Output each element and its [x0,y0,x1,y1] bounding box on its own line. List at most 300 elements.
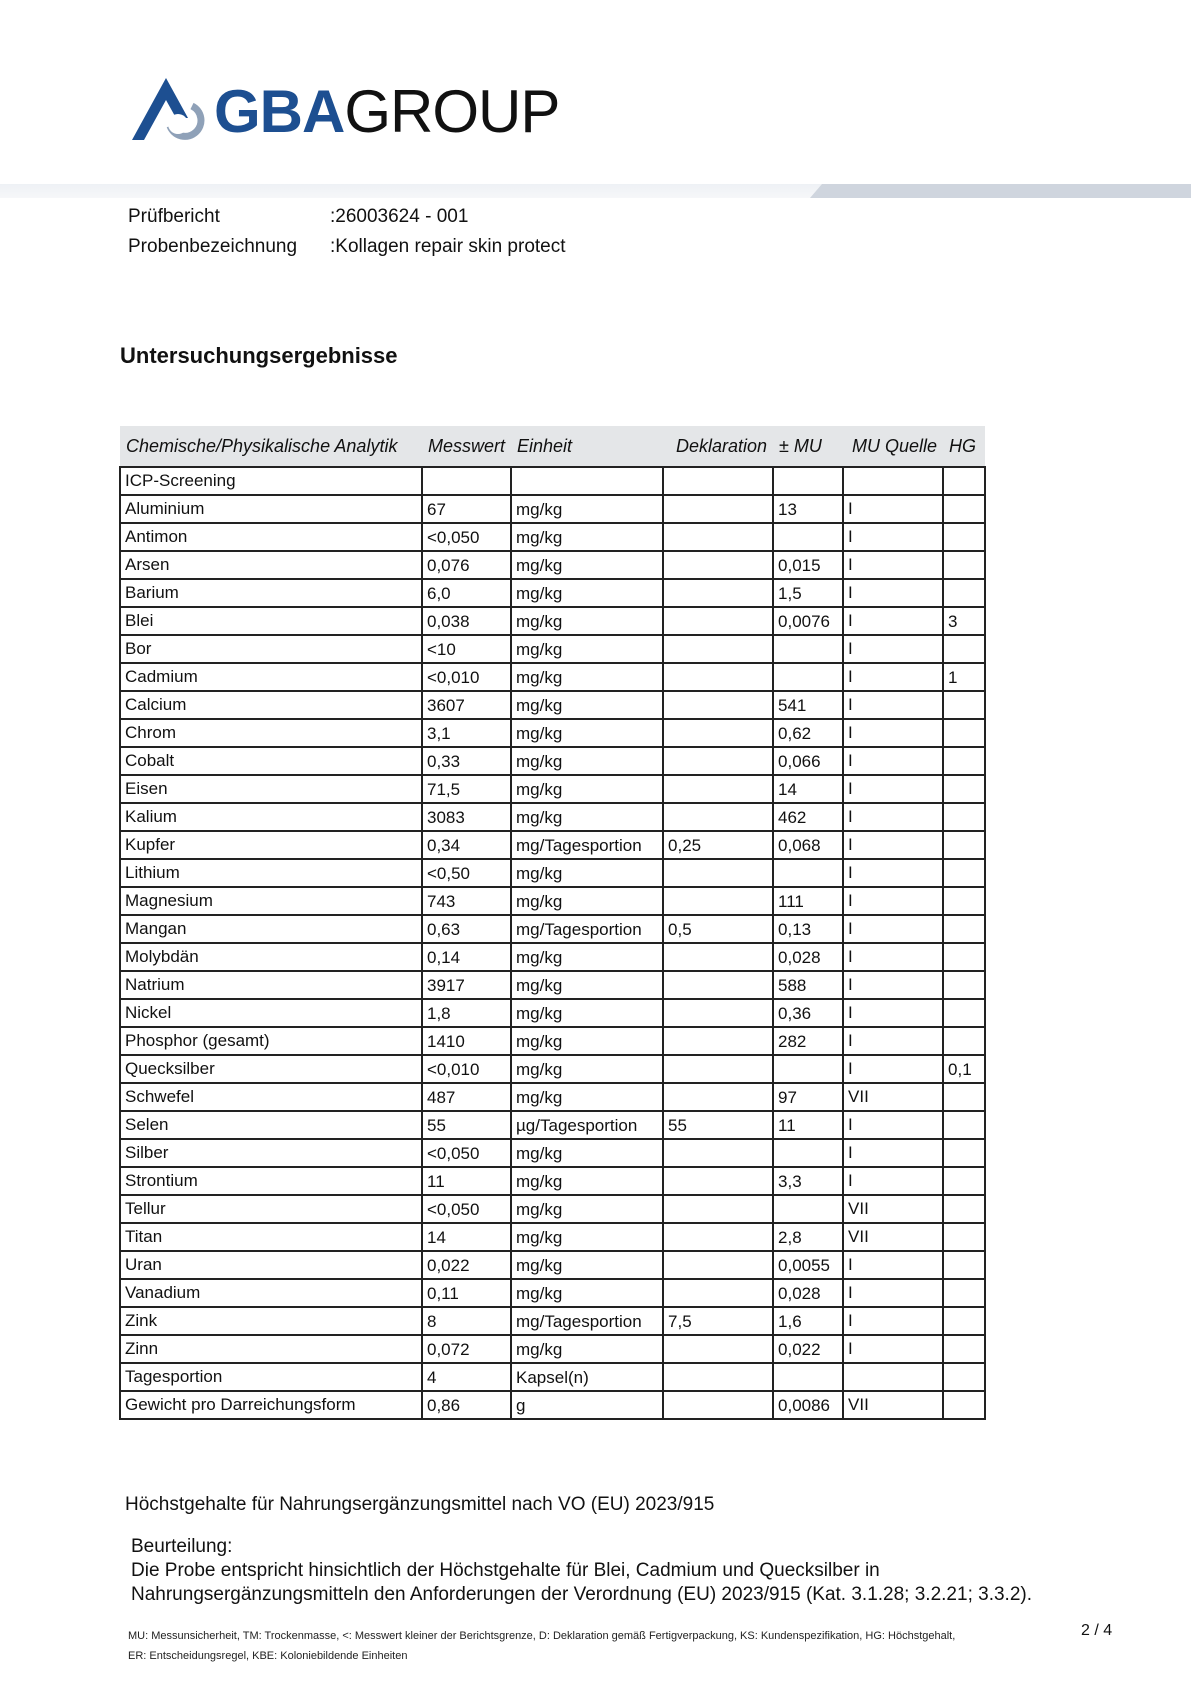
col-value-header: Messwert [422,426,511,467]
value-cell: 743 [422,887,511,915]
col-unit-header: Einheit [511,426,663,467]
unit-cell: mg/kg [511,971,663,999]
value-cell: 487 [422,1083,511,1111]
analyte-cell: Selen [120,1111,422,1139]
mu-cell: 0,36 [773,999,843,1027]
col-analyte-header: Chemische/Physikalische Analytik [120,426,422,467]
value-cell: 0,11 [422,1279,511,1307]
mu-source-cell: I [843,1111,943,1139]
analyte-cell: Quecksilber [120,1055,422,1083]
unit-cell: mg/kg [511,1279,663,1307]
mu-cell [773,635,843,663]
declaration-cell [663,1335,773,1363]
value-cell: <0,050 [422,1195,511,1223]
declaration-cell [663,579,773,607]
value-cell: 1,8 [422,999,511,1027]
mu-source-cell: I [843,859,943,887]
hg-cell [943,803,985,831]
declaration-cell [663,523,773,551]
unit-cell: mg/Tagesportion [511,831,663,859]
unit-cell: mg/kg [511,1055,663,1083]
report-number-label: Prüfbericht [128,206,220,227]
value-cell: 0,34 [422,831,511,859]
declaration-cell [663,1251,773,1279]
analyte-cell: Kupfer [120,831,422,859]
value-cell: 67 [422,495,511,523]
unit-cell: mg/kg [511,719,663,747]
analyte-cell: Zinn [120,1335,422,1363]
declaration-cell [663,635,773,663]
mu-source-cell: I [843,747,943,775]
logo-wordmark-bold: GBA [214,78,345,145]
value-cell: 0,022 [422,1251,511,1279]
value-cell: 0,038 [422,607,511,635]
declaration-cell: 7,5 [663,1307,773,1335]
mu-cell: 11 [773,1111,843,1139]
hg-cell [943,579,985,607]
sample-name-row [128,236,728,266]
value-cell: 0,63 [422,915,511,943]
mu-cell [773,663,843,691]
unit-cell: mg/kg [511,523,663,551]
declaration-cell [663,859,773,887]
declaration-cell [663,1363,773,1391]
mu-cell: 0,13 [773,915,843,943]
mu-source-cell: I [843,719,943,747]
unit-cell: mg/kg [511,1251,663,1279]
mu-source-cell: I [843,691,943,719]
assessment-heading: Beurteilung: [131,1536,233,1557]
analyte-cell: Lithium [120,859,422,887]
table-row [120,1279,985,1307]
declaration-cell [663,1139,773,1167]
hg-cell [943,1139,985,1167]
mu-source-cell: I [843,607,943,635]
unit-cell: mg/kg [511,579,663,607]
table-row [120,1083,985,1111]
mu-cell: 14 [773,775,843,803]
table-row [120,1111,985,1139]
hg-cell [943,635,985,663]
analyte-cell: Eisen [120,775,422,803]
mu-source-cell: I [843,1251,943,1279]
hg-cell [943,999,985,1027]
hg-cell [943,859,985,887]
mu-cell [773,1363,843,1391]
mu-cell: 0,028 [773,943,843,971]
value-cell: 3083 [422,803,511,831]
declaration-cell [663,1167,773,1195]
analyte-cell: Nickel [120,999,422,1027]
unit-cell: µg/Tagesportion [511,1111,663,1139]
declaration-cell [663,999,773,1027]
unit-cell: Kapsel(n) [511,1363,663,1391]
assessment-text: Die Probe entspricht hinsichtlich der Höchstgehalte für Blei, Cadmium und Quecksilber in Nahrungsergänzungsmitteln den Anforderungen der Verordnung (EU) 2023/915 (Kat. 3.1.28; 3.2.21; 3.3.2). [131,1560,1032,1605]
hg-cell [943,943,985,971]
analyte-cell: Bor [120,635,422,663]
hg-cell [943,1083,985,1111]
table-row [120,663,985,691]
table-row [120,1027,985,1055]
page-number: 2 / 4 [1081,1622,1113,1639]
hg-cell [943,887,985,915]
mu-cell [773,467,843,495]
hg-cell [943,1167,985,1195]
declaration-cell [663,1195,773,1223]
report-number-row [128,206,728,236]
declaration-cell [663,1391,773,1419]
mu-cell: 541 [773,691,843,719]
section-title: Untersuchungsergebnisse [120,343,398,368]
table-row [120,523,985,551]
table-row [120,1139,985,1167]
hg-cell [943,467,985,495]
unit-cell: mg/kg [511,663,663,691]
analyte-cell: Magnesium [120,887,422,915]
hg-cell [943,775,985,803]
table-row [120,495,985,523]
mu-source-cell: I [843,1279,943,1307]
unit-cell: mg/kg [511,635,663,663]
analyte-cell: Phosphor (gesamt) [120,1027,422,1055]
declaration-cell: 0,5 [663,915,773,943]
table-row [120,887,985,915]
analyte-cell: Strontium [120,1167,422,1195]
hg-cell [943,1223,985,1251]
hg-cell [943,747,985,775]
declaration-cell [663,1083,773,1111]
declaration-cell: 0,25 [663,831,773,859]
hg-cell [943,1391,985,1419]
results-table-body [120,467,985,1419]
max-levels-note: Höchstgehalte für Nahrungsergänzungsmittel nach VO (EU) 2023/915 [125,1494,715,1515]
value-cell: 4 [422,1363,511,1391]
mu-cell [773,1195,843,1223]
analyte-cell: Aluminium [120,495,422,523]
mu-source-cell: I [843,1027,943,1055]
unit-cell: mg/kg [511,1195,663,1223]
analyte-cell: Silber [120,1139,422,1167]
mu-source-cell: I [843,495,943,523]
table-row [120,1195,985,1223]
mu-source-cell: I [843,915,943,943]
mu-source-cell: I [843,999,943,1027]
mu-source-cell: I [843,971,943,999]
mu-cell: 2,8 [773,1223,843,1251]
declaration-cell [663,747,773,775]
unit-cell: mg/kg [511,1083,663,1111]
value-cell: <0,50 [422,859,511,887]
analyte-cell: Uran [120,1251,422,1279]
unit-cell: mg/kg [511,1139,663,1167]
declaration-cell [663,887,773,915]
table-row [120,859,985,887]
hg-cell: 0,1 [943,1055,985,1083]
unit-cell: mg/kg [511,747,663,775]
value-cell: <0,050 [422,523,511,551]
mu-source-cell: VII [843,1223,943,1251]
table-row [120,1307,985,1335]
hg-cell [943,719,985,747]
sample-name-label: Probenbezeichnung [128,236,298,257]
mu-cell [773,1055,843,1083]
unit-cell: mg/kg [511,859,663,887]
analyte-cell: Tagesportion [120,1363,422,1391]
mu-source-cell: I [843,1307,943,1335]
col-hg-header: HG [943,426,985,467]
analyte-cell: Cobalt [120,747,422,775]
value-cell: 0,072 [422,1335,511,1363]
unit-cell: mg/kg [511,803,663,831]
unit-cell: mg/kg [511,1335,663,1363]
hg-cell [943,691,985,719]
mu-cell: 97 [773,1083,843,1111]
declaration-cell [663,775,773,803]
unit-cell: mg/Tagesportion [511,1307,663,1335]
value-cell: 6,0 [422,579,511,607]
value-cell: 1410 [422,1027,511,1055]
hg-cell [943,915,985,943]
analyte-cell: Natrium [120,971,422,999]
sample-name-value: :Kollagen repair skin protect [330,236,566,257]
value-cell: 3607 [422,691,511,719]
table-row [120,691,985,719]
hg-cell [943,971,985,999]
table-row [120,943,985,971]
analyte-cell: Tellur [120,1195,422,1223]
table-row [120,635,985,663]
table-row [120,1391,985,1419]
analyte-cell: ICP-Screening [120,467,422,495]
mu-source-cell: I [843,579,943,607]
declaration-cell [663,691,773,719]
analyte-cell: Kalium [120,803,422,831]
table-row [120,1251,985,1279]
hg-cell [943,1307,985,1335]
legend-line-2: ER: Entscheidungsregel, KBE: Koloniebildende Einheiten [128,1650,408,1662]
report-meta [128,206,728,266]
hg-cell [943,1363,985,1391]
col-mu-header: ± MU [773,426,843,467]
value-cell: 55 [422,1111,511,1139]
declaration-cell [663,1055,773,1083]
hg-cell [943,831,985,859]
mu-source-cell: I [843,887,943,915]
analyte-cell: Chrom [120,719,422,747]
mu-source-cell: VII [843,1391,943,1419]
table-row [120,719,985,747]
table-row [120,803,985,831]
declaration-cell [663,663,773,691]
col-declaration-header: Deklaration [663,426,773,467]
value-cell [422,467,511,495]
abbreviation-legend [128,1626,1008,1666]
declaration-cell [663,719,773,747]
mu-cell: 588 [773,971,843,999]
analyte-cell: Cadmium [120,663,422,691]
analyte-cell: Mangan [120,915,422,943]
table-row [120,971,985,999]
unit-cell: mg/kg [511,887,663,915]
logo-wordmark-light: GROUP [344,78,560,145]
declaration-cell [663,943,773,971]
mu-source-cell: I [843,523,943,551]
unit-cell: mg/kg [511,691,663,719]
mu-source-cell: I [843,1055,943,1083]
hg-cell [943,1111,985,1139]
header-divider-accent [810,184,1191,198]
mu-source-cell: VII [843,1195,943,1223]
declaration-cell [663,1027,773,1055]
hg-cell: 3 [943,607,985,635]
report-number-value: :26003624 - 001 [330,206,469,227]
hg-cell [943,1335,985,1363]
table-row [120,579,985,607]
mu-cell: 3,3 [773,1167,843,1195]
table-row [120,1055,985,1083]
unit-cell: mg/kg [511,1027,663,1055]
col-mu-source-header: MU Quelle [843,426,943,467]
analyte-cell: Schwefel [120,1083,422,1111]
mu-cell: 111 [773,887,843,915]
value-cell: <0,050 [422,1139,511,1167]
mu-source-cell: I [843,1335,943,1363]
unit-cell: mg/kg [511,943,663,971]
unit-cell: mg/Tagesportion [511,915,663,943]
analyte-cell: Zink [120,1307,422,1335]
mu-cell: 0,066 [773,747,843,775]
hg-cell [943,1279,985,1307]
table-row [120,831,985,859]
unit-cell [511,467,663,495]
mu-cell: 0,0076 [773,607,843,635]
table-row [120,915,985,943]
mu-cell: 0,022 [773,1335,843,1363]
analyte-cell: Blei [120,607,422,635]
hg-cell [943,551,985,579]
mu-cell [773,859,843,887]
unit-cell: mg/kg [511,607,663,635]
declaration-cell [663,607,773,635]
mu-source-cell: VII [843,1083,943,1111]
table-row [120,1335,985,1363]
legend-line-1: MU: Messunsicherheit, TM: Trockenmasse, <: Messwert kleiner der Berichtsgrenze, D: Deklaration gemäß Fertigverpackung, KS: Kundenspezifikation, HG: Höchstgehalt, [128,1630,956,1642]
mu-cell: 13 [773,495,843,523]
table-row [120,607,985,635]
value-cell: 0,076 [422,551,511,579]
hg-cell [943,523,985,551]
hg-cell [943,495,985,523]
mu-cell: 0,028 [773,1279,843,1307]
declaration-cell [663,495,773,523]
mu-source-cell: I [843,943,943,971]
analyte-cell: Antimon [120,523,422,551]
value-cell: 3917 [422,971,511,999]
mu-source-cell: I [843,1139,943,1167]
hg-cell [943,1027,985,1055]
mu-cell: 0,62 [773,719,843,747]
logo-mark-icon [130,76,210,142]
unit-cell: mg/kg [511,551,663,579]
declaration-cell [663,1223,773,1251]
value-cell: 0,86 [422,1391,511,1419]
unit-cell: mg/kg [511,775,663,803]
table-header-row [120,426,985,467]
declaration-cell [663,467,773,495]
mu-cell [773,1139,843,1167]
analyte-cell: Barium [120,579,422,607]
mu-cell: 0,0086 [773,1391,843,1419]
table-row [120,999,985,1027]
mu-cell: 462 [773,803,843,831]
unit-cell: mg/kg [511,1167,663,1195]
logo-wordmark [214,80,559,144]
table-row [120,775,985,803]
mu-source-cell: I [843,803,943,831]
mu-cell [773,523,843,551]
hg-cell [943,1251,985,1279]
analyte-cell: Vanadium [120,1279,422,1307]
table-row [120,1223,985,1251]
mu-source-cell: I [843,831,943,859]
unit-cell: g [511,1391,663,1419]
mu-cell: 0,068 [773,831,843,859]
analyte-cell: Arsen [120,551,422,579]
declaration-cell [663,1279,773,1307]
value-cell: 14 [422,1223,511,1251]
unit-cell: mg/kg [511,999,663,1027]
declaration-cell [663,971,773,999]
company-logo [130,74,560,146]
value-cell: 8 [422,1307,511,1335]
table-row [120,1167,985,1195]
analyte-cell: Molybdän [120,943,422,971]
mu-source-cell [843,467,943,495]
table-row [120,1363,985,1391]
value-cell: 0,14 [422,943,511,971]
mu-cell: 0,015 [773,551,843,579]
table-row [120,467,985,495]
declaration-cell: 55 [663,1111,773,1139]
mu-cell: 1,6 [773,1307,843,1335]
hg-cell [943,1195,985,1223]
mu-source-cell: I [843,1167,943,1195]
analyte-cell: Gewicht pro Darreichungsform [120,1391,422,1419]
table-row [120,551,985,579]
unit-cell: mg/kg [511,495,663,523]
value-cell: 0,33 [422,747,511,775]
value-cell: 11 [422,1167,511,1195]
mu-cell: 0,0055 [773,1251,843,1279]
value-cell: <0,010 [422,1055,511,1083]
analyte-cell: Calcium [120,691,422,719]
value-cell: 3,1 [422,719,511,747]
mu-cell: 282 [773,1027,843,1055]
table-row [120,747,985,775]
declaration-cell [663,803,773,831]
mu-source-cell [843,1363,943,1391]
mu-source-cell: I [843,551,943,579]
value-cell: 71,5 [422,775,511,803]
mu-source-cell: I [843,775,943,803]
value-cell: <10 [422,635,511,663]
hg-cell: 1 [943,663,985,691]
assessment [131,1535,1091,1607]
mu-cell: 1,5 [773,579,843,607]
analyte-cell: Titan [120,1223,422,1251]
mu-source-cell: I [843,635,943,663]
value-cell: <0,010 [422,663,511,691]
